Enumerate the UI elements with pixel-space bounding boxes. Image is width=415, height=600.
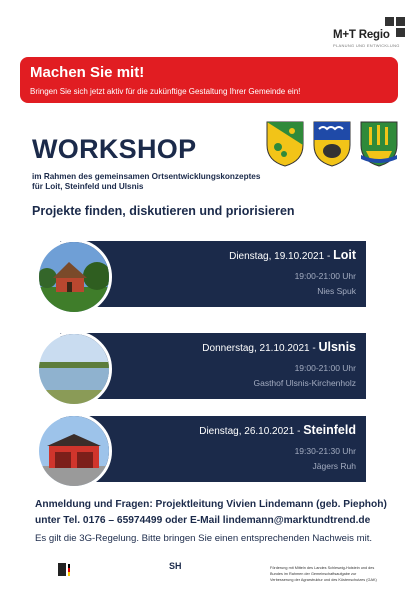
contact-line-3: Es gilt die 3G-Regelung. Bitte bringen Sie einen entsprechenden Nachweis mit.	[35, 533, 373, 544]
subtitle-line1: im Rahmen des gemeinsamen Ortsentwicklungskonzeptes	[32, 172, 261, 181]
brand-subline: PLANUNG UND ENTWICKLUNG	[333, 43, 400, 48]
event-time: 19:00-21:00 Uhr	[294, 363, 356, 373]
brand-logo	[333, 17, 405, 47]
photo-steinfeld-firehouse	[36, 413, 112, 489]
call-to-action-banner	[20, 57, 398, 103]
contact-line-1: Anmeldung und Fragen: Projektleitung Vivien Lindemann (geb. Piephoh)	[35, 499, 387, 510]
event-venue: Gasthof Ulsnis-Kirchenholz	[253, 378, 356, 388]
event-date	[229, 248, 356, 262]
funding-note: Förderung mit Mitteln des Landes Schleswig-Holstein und des Bundes im Rahmen der Gemeinschaftsaufgabe zur Verbesserung der Agrarstruktur und des Küstenschutzes (GAK)	[270, 566, 377, 582]
event-place: Loit	[333, 248, 356, 262]
sh-logo-text: SH	[169, 561, 182, 571]
photo-ulsnis-lake	[36, 331, 112, 407]
banner-headline: Machen Sie mit!	[30, 64, 145, 81]
subtitle-line2: für Loit, Steinfeld und Ulsnis	[32, 182, 144, 191]
event-date-text: Donnerstag, 21.10.2021 -	[202, 343, 319, 354]
crest-steinfeld-icon	[313, 121, 351, 167]
brand-name: M+T Regio	[333, 29, 390, 41]
event-date-text: Dienstag, 19.10.2021 -	[229, 251, 334, 262]
crest-ulsnis-icon	[360, 121, 398, 167]
event-venue: Jägers Ruh	[312, 461, 356, 471]
banner-text: Bringen Sie sich jetzt aktiv für die zukünftige Gestaltung Ihrer Gemeinde ein!	[30, 87, 301, 96]
schleswig-holstein-logo	[169, 561, 229, 581]
event-place: Ulsnis	[318, 340, 356, 354]
page-title: WORKSHOP	[32, 134, 197, 164]
event-time: 19:00-21:00 Uhr	[294, 271, 356, 281]
german-flag-icon	[68, 564, 70, 576]
event-time: 19:30-21:30 Uhr	[294, 446, 356, 456]
event-venue: Nies Spuk	[317, 286, 356, 296]
event-date-text: Dienstag, 26.10.2021 -	[199, 426, 304, 437]
event-date	[202, 340, 356, 354]
event-place: Steinfeld	[303, 423, 356, 437]
federal-ministry-logo	[58, 563, 108, 579]
photo-loit-house	[36, 239, 112, 315]
event-date	[199, 423, 356, 437]
crest-loit-icon	[266, 121, 304, 167]
subtitle	[32, 172, 260, 192]
contact-line-2: unter Tel. 0176 – 65974499 oder E-Mail lindemann@marktundtrend.de	[35, 515, 371, 526]
tagline: Projekte finden, diskutieren und priorisieren	[32, 204, 295, 218]
eagle-icon	[58, 563, 66, 576]
